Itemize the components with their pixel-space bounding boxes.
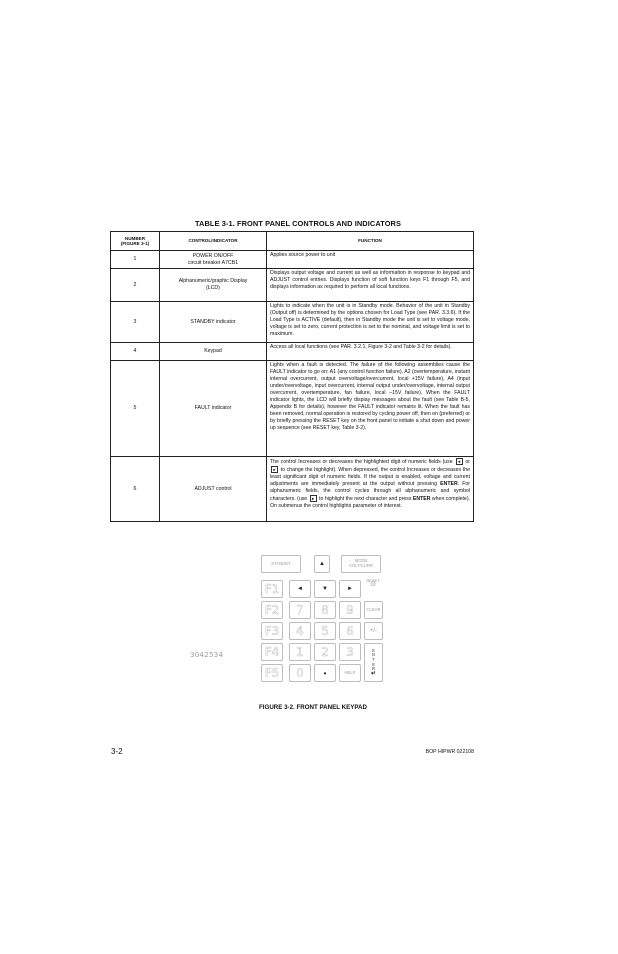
row-number: 2 [111, 269, 160, 302]
table-header-row [111, 232, 474, 251]
enter-letter: E [372, 661, 375, 667]
page-number: 3-2 [111, 747, 123, 756]
figure-caption: FIGURE 3-2. FRONT PANEL KEYPAD [259, 704, 367, 711]
document-id: BOP HIPWR 022108 [425, 749, 474, 755]
row-control: Keypad [160, 343, 267, 361]
down-arrow-key[interactable]: ▼ [314, 580, 336, 598]
table-title: TABLE 3-1. FRONT PANEL CONTROLS AND INDICATORS [194, 219, 402, 228]
up-arrow-key[interactable]: ▲ [314, 555, 330, 573]
table-row [111, 457, 474, 522]
digit-8-key[interactable]: 8 [314, 601, 336, 619]
fn-text: or [465, 458, 470, 465]
row-control-line1: POWER ON/OFF [192, 252, 234, 259]
right-arrow-key[interactable]: ► [339, 580, 361, 598]
left-arrow-key[interactable]: ◄ [289, 580, 311, 598]
reset-label: RESET [366, 578, 380, 583]
header-number-sub: (FIGURE 3-1) [120, 241, 150, 246]
digit-4-key[interactable]: 4 [289, 622, 311, 640]
row-function [267, 457, 474, 522]
clear-key[interactable]: CLEAR [364, 601, 383, 619]
f2-key[interactable]: F2 [261, 601, 283, 619]
row-control-line2: circuit breaker A7CB1 [187, 259, 239, 266]
table-row [111, 251, 474, 269]
enter-letter: N [371, 652, 376, 658]
fn-text: when complete). On submenus the control highlights parameter of interest. [270, 495, 470, 509]
header-function: FUNCTION [267, 232, 474, 251]
left-arrow-key-icon: ◄ [457, 459, 461, 464]
enter-letter: E [372, 647, 375, 653]
row-number: 5 [111, 361, 160, 457]
fn-enter-bold: ENTER [412, 495, 431, 502]
fn-enter-bold: ENTER [440, 480, 458, 487]
figure-serial-number: 3042534 [190, 651, 224, 659]
table-row [111, 302, 474, 343]
f4-key[interactable]: F4 [261, 643, 283, 661]
table-row [111, 269, 474, 302]
controls-table [110, 231, 474, 522]
f5-key[interactable]: F5 [261, 664, 283, 682]
front-panel-keypad [259, 553, 384, 685]
f1-key[interactable]: F1 [261, 580, 283, 598]
help-key[interactable]: HELP [339, 664, 361, 682]
enter-arrow-icon: ↵ [370, 670, 377, 677]
header-number [111, 232, 160, 251]
row-control [160, 269, 267, 302]
enter-letter: T [372, 656, 375, 662]
digit-1-key[interactable]: 1 [289, 643, 311, 661]
decimal-point-key[interactable]: • [314, 664, 336, 682]
digit-0-key[interactable]: 0 [289, 664, 311, 682]
digit-7-key[interactable]: 7 [289, 601, 311, 619]
table-row [111, 361, 474, 457]
row-number: 1 [111, 251, 160, 269]
header-control: CONTROL/INDICATOR [160, 232, 267, 251]
fn-text: to highlight the next character and press [319, 495, 412, 502]
row-control [160, 251, 267, 269]
standby-key[interactable]: STANDBY [261, 555, 301, 573]
table-row [111, 343, 474, 361]
row-function: Displays output voltage and current as well as information in response to keypad and ADJUST control entries. Displays function of soft function keys F1 through F5, and displays information as required to perform all local functions. [267, 269, 474, 302]
reset-icon: ⊙ [370, 581, 376, 589]
fn-text: The control Increases or decreases the highlighted digit of numeric fields (use [270, 458, 453, 465]
fn-text: to change the highlight). When depressed, the control Increases or decreases the least significant digit of numeric fields. If the output is enabled, voltage and current adjustments are immediately present at the output without pressing [270, 466, 470, 487]
right-arrow-key-icon: ► [272, 466, 277, 472]
mode-key-label: MODE [354, 558, 368, 564]
digit-3-key[interactable]: 3 [339, 643, 361, 661]
row-control-line1: Alphanumeric/graphic Display [178, 278, 248, 284]
row-function: Lights when a fault is detected. The failure of the following assemblies cause the FAULT indicator to go on: A1 (any control function failure), A2 (overtemperature, instant internal overcurrent, output overvoltage/overcurrent, local +15V failure), A4 (input under/overvoltage, input overcurrent, internal output under/overvoltage, internal output overcurrent, overtemperature, fan failure, local –15V failure). When the FAULT indicator lights, the LCD will briefly display messages about the fault (see Table B-5, Appendix B for details), however the FAULT indicator remains lit. When the fault has been removed, normal operation is restored by cycling power off, then on (preferred) or by briefly pressing the RESET key on the front panel to initiate a shut down and power up sequence (see RESET key, Table 3-2). [267, 361, 474, 457]
fn-text: . For alphanumeric fields, the control cycles through all alphanumeric and symbol characters. (use [270, 480, 470, 502]
row-number: 3 [111, 302, 160, 343]
row-control: FAULT indicator [160, 361, 267, 457]
f3-key[interactable]: F3 [261, 622, 283, 640]
mode-key-sublabel: VOLT/CURR [349, 563, 373, 568]
row-function: Access all local functions (see PAR. 3.2.1, Figure 3-2 and Table 3-2 for details). [267, 343, 474, 361]
row-control: ADJUST control [160, 457, 267, 522]
row-control: STANDBY indicator [160, 302, 267, 343]
row-number: 4 [111, 343, 160, 361]
digit-5-key[interactable]: 5 [314, 622, 336, 640]
digit-6-key[interactable]: 6 [339, 622, 361, 640]
plus-minus-key[interactable]: +/- [364, 622, 383, 640]
enter-letter: R [371, 666, 376, 672]
digit-2-key[interactable]: 2 [314, 643, 336, 661]
row-function: Lights to indicate when the unit is in Standby mode. Behavior of the unit in Standby (Output off) is determined by the options chosen for Load Type (see PAR. 3.3.6). If the Load Type is ACTIVE (default), then in Standby mode the unit is set to voltage mode, voltage is set to zero, current protection is set to the nominal, and voltage limit is set to maximum. [267, 302, 474, 343]
enter-key[interactable] [364, 643, 383, 682]
reset-key[interactable] [363, 579, 383, 588]
mode-key[interactable] [341, 555, 381, 573]
digit-9-key[interactable]: 9 [339, 601, 361, 619]
row-function: Applies source power to unit [267, 251, 474, 269]
row-number: 6 [111, 457, 160, 522]
header-number-label: NUMBER [124, 235, 146, 241]
row-control-line2: (LCD) [206, 285, 220, 291]
right-arrow-key-icon: ► [311, 495, 316, 501]
